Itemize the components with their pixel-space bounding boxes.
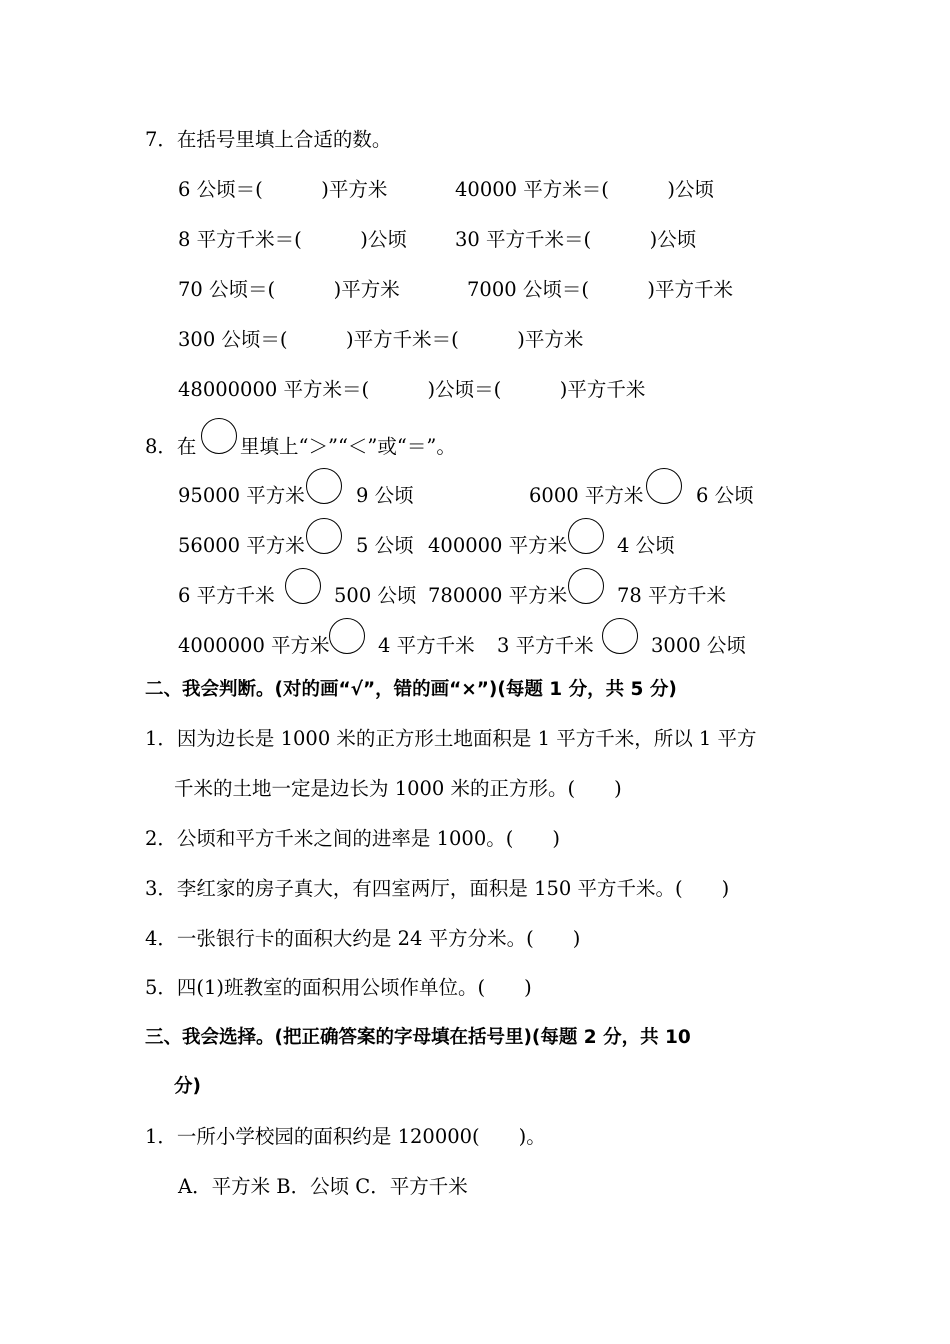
section-heading-cont: 分) — [174, 1076, 201, 1097]
compare-circle[interactable] — [646, 468, 682, 504]
choice-options: A．平方米 B．公顷 C．平方千米 — [178, 1175, 468, 1198]
judge-question: 1．因为边长是 1000 米的正方形土地面积是 1 平方千米，所以 1 平方 — [145, 727, 757, 750]
q8-item: 400000 平方米 — [428, 534, 568, 557]
judge-question: 2．公顷和平方千米之间的进率是 1000。( ) — [145, 827, 560, 850]
compare-circle[interactable] — [568, 518, 604, 554]
q8-item: 56000 平方米 — [178, 534, 305, 557]
q7-item: 48000000 平方米＝( )公顷＝( )平方千米 — [178, 378, 646, 401]
compare-circle[interactable] — [602, 618, 638, 654]
judge-question: 5．四(1)班教室的面积用公顷作单位。( ) — [145, 976, 532, 999]
q8-item: 78 平方千米 — [617, 584, 727, 607]
q7-item: 8 平方千米＝( )公顷 — [178, 228, 407, 251]
q7-title: 7．在括号里填上合适的数。 — [145, 128, 392, 151]
section-heading: 三、我会选择。(把正确答案的字母填在括号里)(每题 2 分，共 10 — [145, 1027, 691, 1048]
compare-circle[interactable] — [568, 568, 604, 604]
judge-question: 千米的土地一定是边长为 1000 米的正方形。( ) — [174, 777, 622, 800]
q8-title-start: 8．在 — [145, 435, 197, 458]
q8-title-end: 里填上“＞”“＜”或“＝”。 — [240, 435, 456, 458]
q8-item: 6000 平方米 — [529, 484, 644, 507]
compare-circle[interactable] — [306, 518, 342, 554]
q7-item: 70 公顷＝( )平方米 — [178, 278, 400, 301]
compare-circle[interactable] — [306, 468, 342, 504]
q8-item: 4000000 平方米 — [178, 634, 330, 657]
q8-item: 6 平方千米 — [178, 584, 275, 607]
compare-circle[interactable] — [329, 618, 365, 654]
q8-item: 3000 公顷 — [651, 634, 746, 657]
q7-item: 6 公顷＝( )平方米 — [178, 178, 388, 201]
q8-item: 5 公顷 — [356, 534, 414, 557]
q8-item: 4 平方千米 — [378, 634, 475, 657]
q8-item: 3 平方千米 — [497, 634, 594, 657]
judge-question: 4．一张银行卡的面积大约是 24 平方分米。( ) — [145, 927, 581, 950]
q7-item: 30 平方千米＝( )公顷 — [455, 228, 697, 251]
q8-item: 6 公顷 — [696, 484, 754, 507]
q8-item: 95000 平方米 — [178, 484, 305, 507]
q8-item: 4 公顷 — [617, 534, 675, 557]
q8-item: 500 公顷 — [334, 584, 417, 607]
q7-item: 40000 平方米＝( )公顷 — [455, 178, 714, 201]
choice-question: 1．一所小学校园的面积约是 120000( )。 — [145, 1125, 546, 1148]
q7-item: 7000 公顷＝( )平方千米 — [467, 278, 734, 301]
judge-question: 3．李红家的房子真大，有四室两厅，面积是 150 平方千米。( ) — [145, 877, 730, 900]
compare-circle[interactable] — [285, 568, 321, 604]
q8-item: 780000 平方米 — [428, 584, 568, 607]
q8-item: 9 公顷 — [356, 484, 414, 507]
compare-circle[interactable] — [201, 418, 237, 454]
section-heading: 二、我会判断。(对的画“√”，错的画“×”)(每题 1 分，共 5 分) — [145, 679, 677, 700]
q7-item: 300 公顷＝( )平方千米＝( )平方米 — [178, 328, 584, 351]
